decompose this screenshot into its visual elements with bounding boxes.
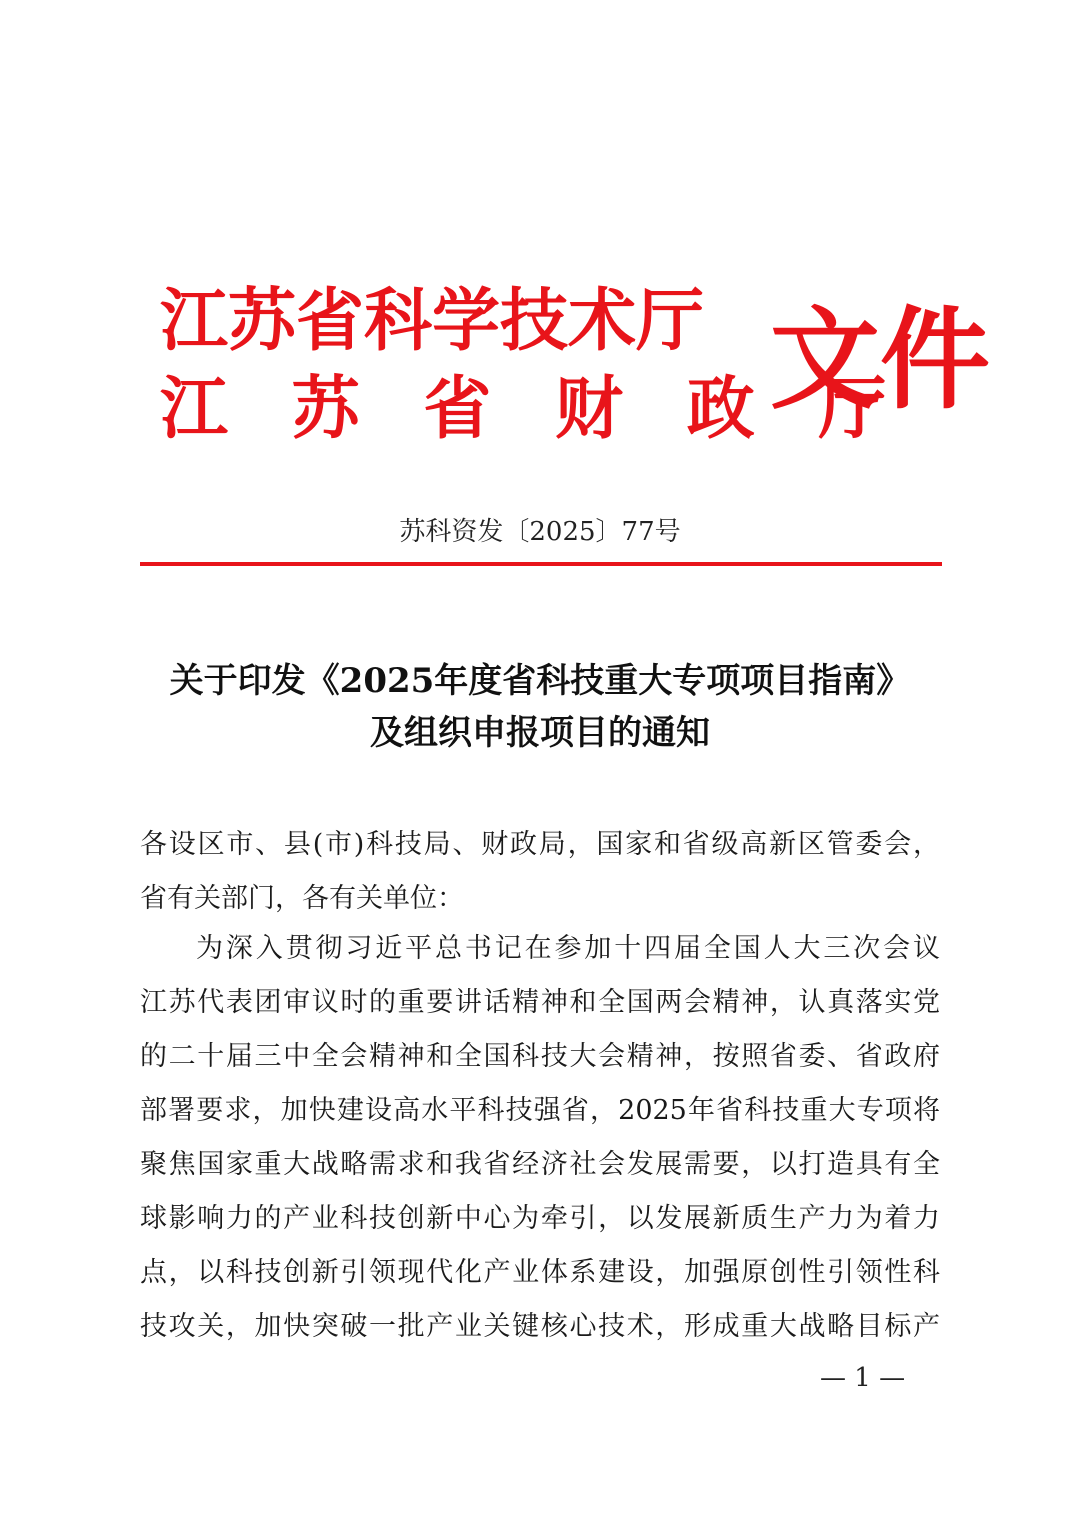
- document-number: 苏科资发〔2025〕77号: [399, 517, 681, 547]
- body-text-line: 部署要求，加快建设高水平科技强省，2025年省科技重大专项将: [140, 1095, 940, 1126]
- issuer-finance-dept: 江 苏 省 财 政 厅: [160, 370, 907, 449]
- body-text-line: 球影响力的产业科技创新中心为牵引，以发展新质生产力为着力: [140, 1203, 940, 1234]
- letterhead-document-word: 文件: [770, 296, 990, 424]
- body-text-line: 江苏代表团审议时的重要讲话精神和全国两会精神，认真落实党: [140, 987, 940, 1018]
- body-text-line: 点，以科技创新引领现代化产业体系建设，加强原创性引领性科: [140, 1257, 940, 1288]
- page-number: — 1 —: [820, 1363, 906, 1393]
- body-text-line: 为深入贯彻习近平总书记在参加十四届全国人大三次会议: [196, 933, 940, 964]
- body-text-line: 聚焦国家重大战略需求和我省经济社会发展需要，以打造具有全: [140, 1149, 940, 1180]
- body-text-line: 的二十届三中全会精神和全国科技大会精神，按照省委、省政府: [140, 1041, 940, 1072]
- notice-title-line-1: 关于印发《2025年度省科技重大专项项目指南》: [169, 661, 911, 701]
- salutation-line: 各设区市、县(市)科技局、财政局，国家和省级高新区管委会，: [140, 829, 940, 860]
- issuer-science-tech-dept: 江苏省科学技术厅: [160, 282, 705, 361]
- salutation-line: 省有关部门，各有关单位：: [140, 883, 464, 914]
- notice-title-line-2: 及组织申报项目的通知: [370, 713, 710, 753]
- body-text-line: 技攻关，加快突破一批产业关键核心技术，形成重大战略目标产: [140, 1311, 940, 1342]
- red-divider-line: [140, 562, 942, 566]
